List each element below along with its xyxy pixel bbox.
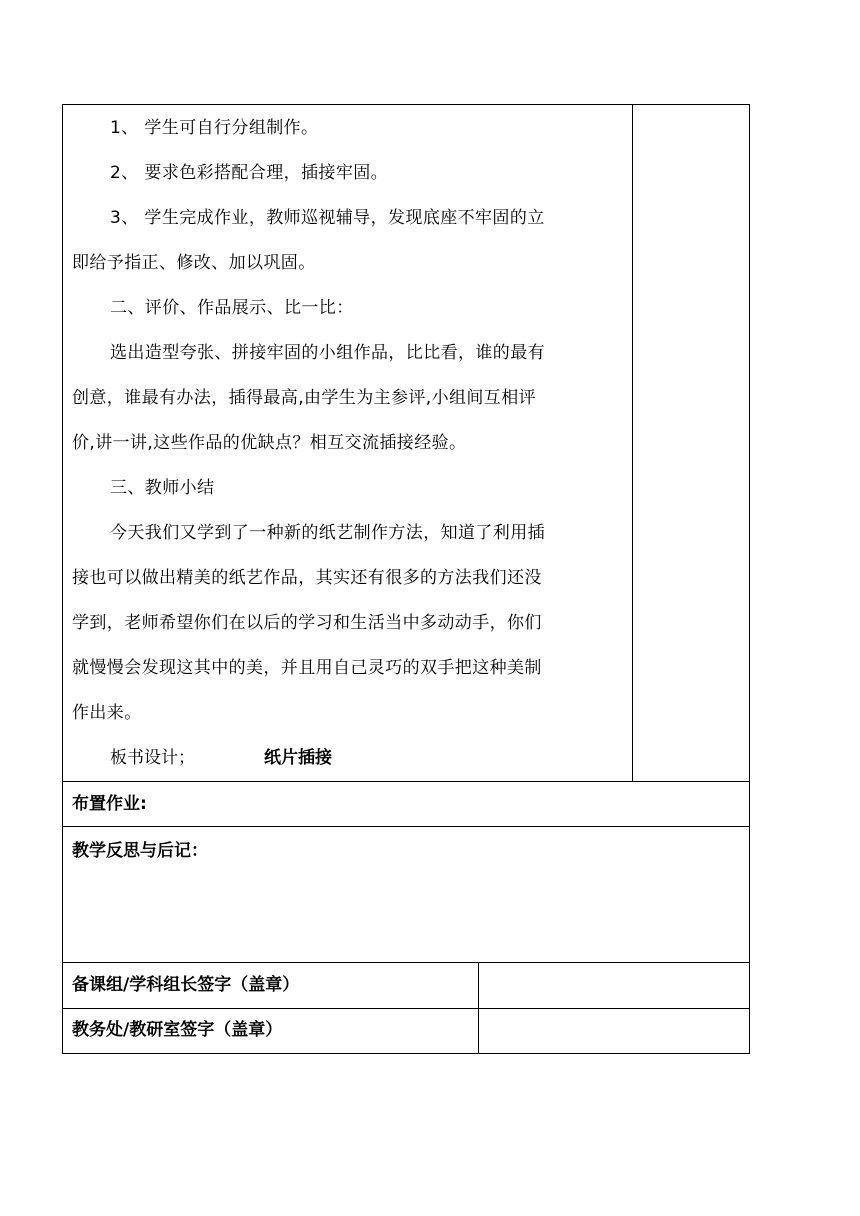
table-top-border (62, 104, 750, 105)
reflection-label: 教学反思与后记： (72, 841, 208, 861)
board-design-label: 板书设计； (110, 748, 195, 768)
homework-bottom-border (62, 826, 750, 827)
content-line-11: 接也可以做出精美的纸艺作品，其实还有很多的方法我们还没 (72, 568, 542, 588)
content-line-2: 2、 要求色彩搭配合理，插接牢固。 (110, 163, 389, 183)
content-line-9: 三、教师小结 (110, 478, 215, 498)
table-left-border (62, 104, 63, 1054)
office-signature-field[interactable] (479, 1009, 749, 1053)
content-line-8: 价,讲一讲,这些作品的优缺点？相互交流插接经验。 (72, 433, 467, 453)
content-line-6: 选出造型夸张、拼接牢固的小组作品，比比看，谁的最有 (110, 343, 545, 363)
content-line-3: 3、 学生完成作业，教师巡视辅导，发现底座不牢固的立 (110, 208, 545, 228)
office-signature-label: 教务处/教研室签字（盖章） (72, 1020, 283, 1040)
content-line-7: 创意，谁最有办法，插得最高,由学生为主参评,小组间互相评 (72, 388, 537, 408)
content-line-1: 1、 学生可自行分组制作。 (110, 118, 319, 138)
content-bottom-border (62, 781, 750, 782)
group-leader-signature-label: 备课组/学科组长签字（盖章） (72, 975, 300, 995)
content-line-14: 作出来。 (72, 703, 142, 723)
board-design-title: 纸片插接 (264, 748, 332, 768)
content-line-5: 二、评价、作品展示、比一比： (110, 298, 354, 318)
content-line-12: 学到，老师希望你们在以后的学习和生活当中多动动手，你们 (72, 613, 542, 633)
content-line-4: 即给予指正、修改、加以巩固。 (72, 253, 316, 273)
group-leader-signature-field[interactable] (479, 963, 749, 1008)
content-line-10: 今天我们又学到了一种新的纸艺制作方法，知道了利用插 (110, 523, 545, 543)
content-side-column-divider (632, 104, 633, 781)
homework-label: 布置作业: (72, 794, 147, 814)
content-line-13: 就慢慢会发现这其中的美，并且用自己灵巧的双手把这种美制 (72, 658, 542, 678)
table-right-border (749, 104, 750, 1054)
table-bottom-border (62, 1053, 750, 1054)
